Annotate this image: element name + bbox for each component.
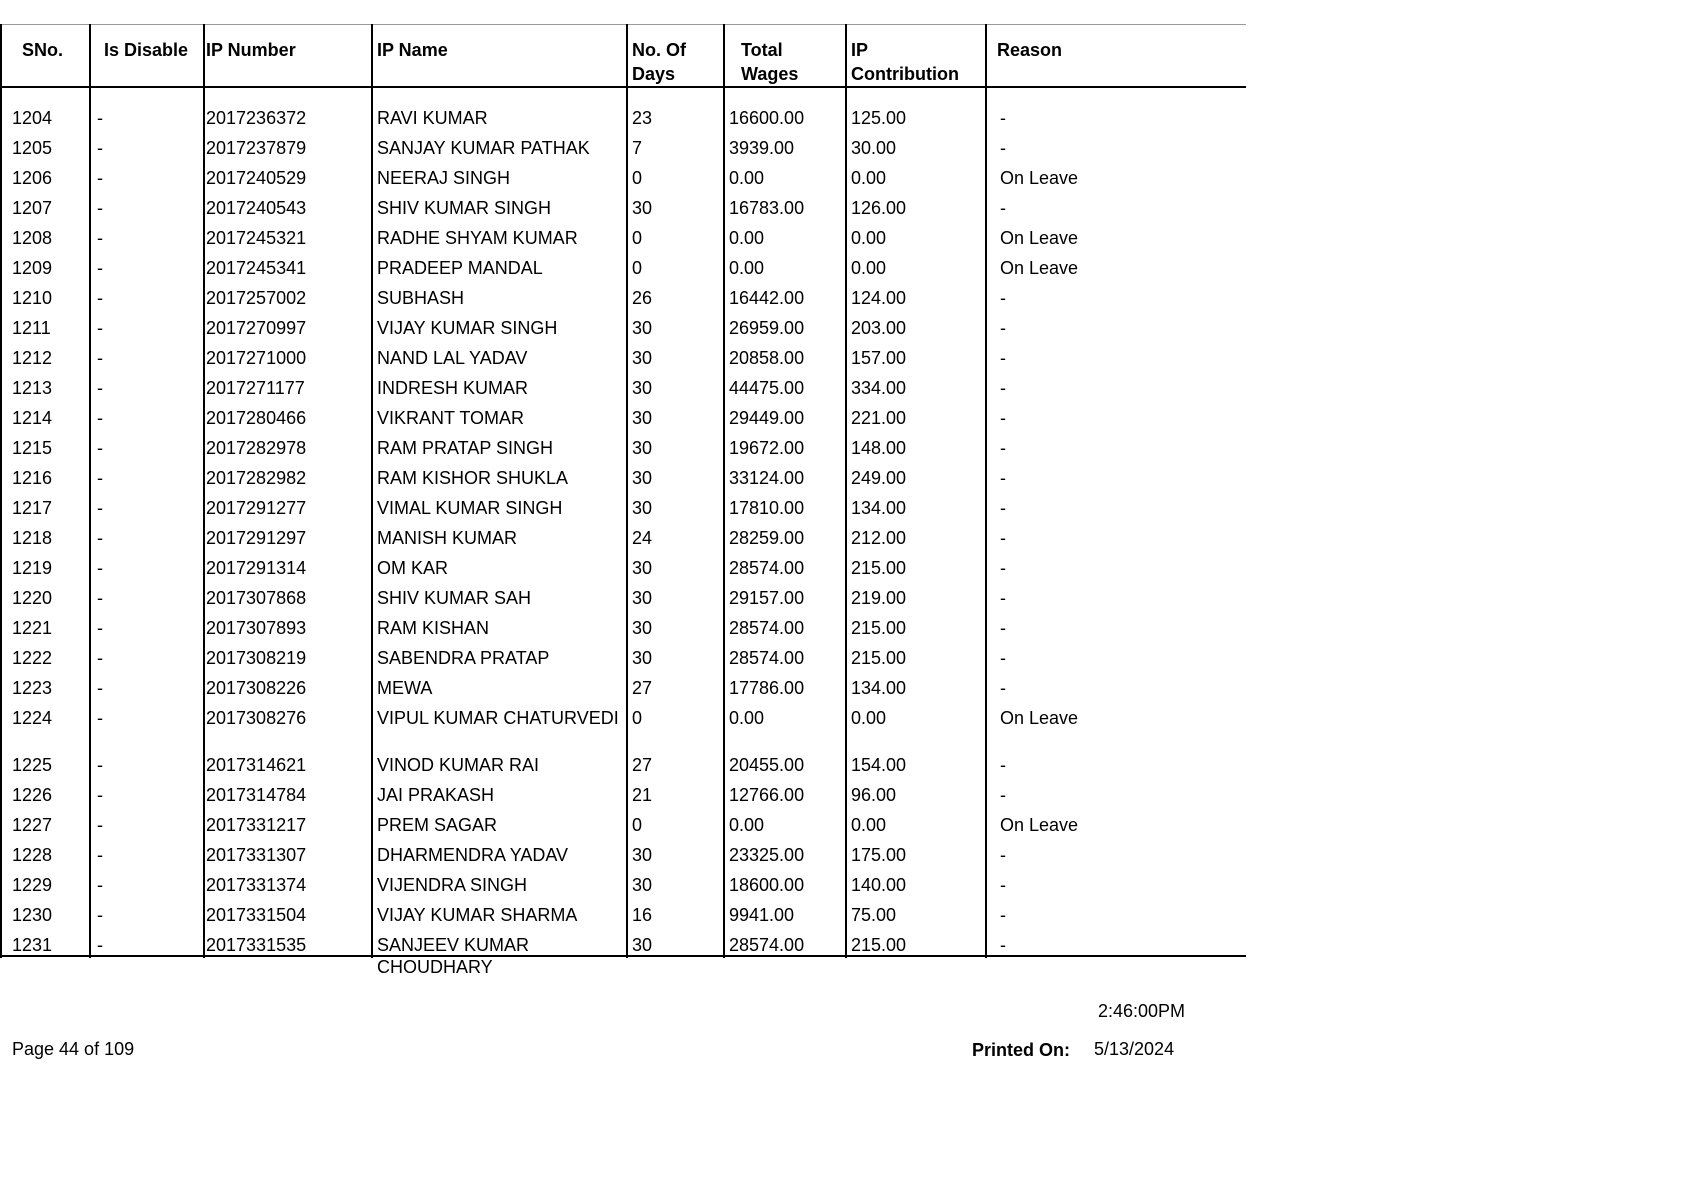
cell-ip-name: SABENDRA PRATAP [377,648,550,668]
cell-ip-contribution: 0.00 [851,168,887,188]
cell-reason: - [1000,558,1006,578]
cell-days: 0 [632,168,643,188]
cell-is-disable: - [97,558,103,578]
cell-is-disable: - [97,678,103,698]
cell-ip-number: 2017308219 [206,648,307,668]
cell-sno: 1206 [12,168,53,188]
printed-on-date: 5/13/2024 [1094,1039,1175,1059]
cell-ip-contribution: 0.00 [851,258,887,278]
cell-ip-contribution: 334.00 [851,378,907,398]
cell-ip-name: SUBHASH [377,288,465,308]
table-bottom-rule [0,955,1246,957]
cell-ip-name: SHIV KUMAR SINGH [377,198,552,218]
cell-ip-name: PRADEEP MANDAL [377,258,543,278]
cell-days: 30 [632,588,653,608]
cell-reason: - [1000,438,1006,458]
cell-reason: - [1000,318,1006,338]
cell-ip-contribution: 124.00 [851,288,907,308]
cell-ip-name: PREM SAGAR [377,815,498,835]
cell-reason: - [1000,845,1006,865]
column-divider [845,24,847,958]
header-ip-contribution-line2: Contribution [851,64,959,84]
cell-reason: - [1000,785,1006,805]
cell-total-wages: 16600.00 [729,108,805,128]
cell-total-wages: 3939.00 [729,138,795,158]
cell-ip-contribution: 157.00 [851,348,907,368]
cell-total-wages: 28574.00 [729,618,805,638]
cell-days: 24 [632,528,653,548]
cell-sno: 1216 [12,468,53,488]
column-divider [723,24,725,958]
cell-ip-contribution: 215.00 [851,618,907,638]
cell-ip-contribution: 125.00 [851,108,907,128]
cell-total-wages: 28259.00 [729,528,805,548]
cell-ip-contribution: 215.00 [851,648,907,668]
cell-is-disable: - [97,138,103,158]
cell-total-wages: 29449.00 [729,408,805,428]
cell-ip-name: SANJEEV KUMAR CHOUDHARY [377,935,530,977]
cell-is-disable: - [97,378,103,398]
cell-ip-number: 2017280466 [206,408,307,428]
header-ip-number: IP Number [206,40,296,60]
cell-reason: - [1000,678,1006,698]
cell-is-disable: - [97,348,103,368]
cell-ip-contribution: 126.00 [851,198,907,218]
printed-on-label: Printed On: [972,1040,1070,1060]
cell-sno: 1215 [12,438,53,458]
cell-total-wages: 28574.00 [729,558,805,578]
cell-ip-number: 2017282982 [206,468,307,488]
column-divider [371,24,373,958]
cell-sno: 1229 [12,875,53,895]
cell-days: 0 [632,258,643,278]
cell-ip-name: VIKRANT TOMAR [377,408,525,428]
cell-days: 27 [632,755,653,775]
cell-ip-name: RADHE SHYAM KUMAR [377,228,578,248]
cell-ip-contribution: 175.00 [851,845,907,865]
cell-ip-name: NAND LAL YADAV [377,348,528,368]
cell-sno: 1221 [12,618,53,638]
cell-is-disable: - [97,438,103,458]
cell-is-disable: - [97,815,103,835]
cell-total-wages: 16442.00 [729,288,805,308]
cell-days: 30 [632,378,653,398]
cell-ip-number: 2017245341 [206,258,307,278]
header-ip-name: IP Name [377,40,448,60]
cell-ip-number: 2017331217 [206,815,307,835]
column-divider [0,24,2,958]
column-divider [203,24,205,958]
cell-reason: - [1000,198,1006,218]
cell-ip-contribution: 215.00 [851,558,907,578]
cell-reason: - [1000,935,1006,955]
cell-total-wages: 26959.00 [729,318,805,338]
cell-ip-number: 2017331535 [206,935,307,955]
cell-reason: - [1000,905,1006,925]
cell-days: 16 [632,905,653,925]
cell-is-disable: - [97,468,103,488]
cell-total-wages: 20455.00 [729,755,805,775]
cell-ip-number: 2017270997 [206,318,307,338]
cell-days: 30 [632,648,653,668]
cell-reason: On Leave [1000,228,1079,248]
header-no-of-days-line2: Days [632,64,676,84]
cell-sno: 1222 [12,648,53,668]
cell-sno: 1226 [12,785,53,805]
cell-is-disable: - [97,498,103,518]
cell-ip-number: 2017240529 [206,168,307,188]
cell-days: 30 [632,845,653,865]
cell-sno: 1207 [12,198,53,218]
cell-ip-contribution: 134.00 [851,498,907,518]
cell-is-disable: - [97,588,103,608]
cell-ip-contribution: 0.00 [851,708,887,728]
cell-total-wages: 23325.00 [729,845,805,865]
cell-reason: - [1000,408,1006,428]
cell-is-disable: - [97,935,103,955]
cell-total-wages: 28574.00 [729,935,805,955]
cell-ip-name: RAM PRATAP SINGH [377,438,554,458]
cell-is-disable: - [97,648,103,668]
cell-is-disable: - [97,618,103,638]
cell-is-disable: - [97,408,103,428]
header-sno: SNo. [22,40,64,60]
cell-days: 30 [632,408,653,428]
cell-is-disable: - [97,528,103,548]
cell-sno: 1228 [12,845,53,865]
cell-days: 30 [632,935,653,955]
cell-ip-name: VIMAL KUMAR SINGH [377,498,563,518]
cell-ip-number: 2017307868 [206,588,307,608]
cell-ip-number: 2017237879 [206,138,307,158]
cell-days: 30 [632,498,653,518]
cell-total-wages: 44475.00 [729,378,805,398]
header-bottom-rule [0,86,1246,88]
cell-days: 7 [632,138,643,158]
cell-ip-name: VINOD KUMAR RAI [377,755,540,775]
cell-is-disable: - [97,905,103,925]
cell-days: 30 [632,558,653,578]
cell-ip-number: 2017240543 [206,198,307,218]
cell-reason: On Leave [1000,708,1079,728]
cell-reason: - [1000,378,1006,398]
cell-days: 0 [632,815,643,835]
cell-ip-name: RAM KISHOR SHUKLA [377,468,569,488]
cell-ip-number: 2017308226 [206,678,307,698]
cell-ip-contribution: 219.00 [851,588,907,608]
cell-sno: 1224 [12,708,53,728]
cell-reason: - [1000,755,1006,775]
cell-ip-contribution: 249.00 [851,468,907,488]
cell-ip-name: NEERAJ SINGH [377,168,511,188]
cell-ip-contribution: 212.00 [851,528,907,548]
cell-ip-number: 2017282978 [206,438,307,458]
column-divider [626,24,628,958]
cell-is-disable: - [97,258,103,278]
cell-ip-name: INDRESH KUMAR [377,378,529,398]
cell-sno: 1213 [12,378,53,398]
header-no-of-days [632,38,686,86]
cell-reason: - [1000,618,1006,638]
cell-ip-number: 2017331307 [206,845,307,865]
header-is-disable: Is Disable [104,40,189,60]
cell-total-wages: 28574.00 [729,648,805,668]
cell-days: 0 [632,708,643,728]
cell-reason: - [1000,108,1006,128]
cell-sno: 1230 [12,905,53,925]
cell-ip-contribution: 215.00 [851,935,907,955]
cell-is-disable: - [97,845,103,865]
cell-ip-contribution: 140.00 [851,875,907,895]
cell-days: 21 [632,785,653,805]
cell-total-wages: 0.00 [729,168,765,188]
cell-sno: 1220 [12,588,53,608]
cell-total-wages: 33124.00 [729,468,805,488]
cell-ip-contribution: 30.00 [851,138,897,158]
cell-ip-contribution: 96.00 [851,785,897,805]
cell-ip-name: VIPUL KUMAR CHATURVEDI [377,708,619,728]
cell-reason: - [1000,498,1006,518]
cell-ip-name: VIJAY KUMAR SHARMA [377,905,578,925]
cell-ip-contribution: 0.00 [851,815,887,835]
cell-days: 30 [632,198,653,218]
cell-total-wages: 0.00 [729,815,765,835]
cell-ip-number: 2017271000 [206,348,307,368]
cell-is-disable: - [97,198,103,218]
cell-ip-number: 2017307893 [206,618,307,638]
cell-total-wages: 18600.00 [729,875,805,895]
cell-total-wages: 16783.00 [729,198,805,218]
cell-ip-name: SHIV KUMAR SAH [377,588,532,608]
cell-sno: 1227 [12,815,53,835]
printed-time: 2:46:00PM [1098,1001,1186,1021]
cell-sno: 1214 [12,408,53,428]
cell-sno: 1225 [12,755,53,775]
cell-total-wages: 19672.00 [729,438,805,458]
cell-is-disable: - [97,168,103,188]
header-total-wages [741,38,798,86]
cell-ip-name: RAVI KUMAR [377,108,488,128]
cell-ip-name: JAI PRAKASH [377,785,495,805]
cell-sno: 1212 [12,348,53,368]
cell-ip-contribution: 0.00 [851,228,887,248]
cell-ip-name: SANJAY KUMAR PATHAK [377,138,590,158]
cell-sno: 1210 [12,288,53,308]
cell-reason: - [1000,588,1006,608]
cell-reason: - [1000,648,1006,668]
cell-ip-number: 2017331374 [206,875,307,895]
cell-ip-number: 2017291314 [206,558,307,578]
cell-total-wages: 0.00 [729,258,765,278]
cell-is-disable: - [97,785,103,805]
cell-ip-number: 2017314621 [206,755,307,775]
cell-ip-name: DHARMENDRA YADAV [377,845,569,865]
cell-is-disable: - [97,875,103,895]
cell-is-disable: - [97,318,103,338]
cell-ip-contribution: 154.00 [851,755,907,775]
cell-reason: - [1000,348,1006,368]
cell-days: 30 [632,438,653,458]
table-top-rule [0,24,1246,25]
cell-days: 0 [632,228,643,248]
cell-sno: 1218 [12,528,53,548]
cell-reason: - [1000,468,1006,488]
column-divider [89,24,91,958]
cell-reason: On Leave [1000,258,1079,278]
cell-reason: - [1000,875,1006,895]
cell-ip-number: 2017331504 [206,905,307,925]
cell-ip-name: MEWA [377,678,433,698]
cell-ip-number: 2017236372 [206,108,307,128]
cell-sno: 1223 [12,678,53,698]
cell-sno: 1205 [12,138,53,158]
cell-ip-contribution: 75.00 [851,905,897,925]
header-total-wages-line2: Wages [741,64,799,84]
cell-ip-name: OM KAR [377,558,449,578]
header-reason: Reason [997,40,1063,60]
cell-ip-number: 2017308276 [206,708,307,728]
cell-ip-contribution: 203.00 [851,318,907,338]
cell-sno: 1231 [12,935,53,955]
cell-ip-name: VIJAY KUMAR SINGH [377,318,558,338]
cell-reason: - [1000,528,1006,548]
cell-ip-number: 2017245321 [206,228,307,248]
cell-total-wages: 12766.00 [729,785,805,805]
cell-days: 30 [632,318,653,338]
cell-is-disable: - [97,755,103,775]
cell-ip-name: VIJENDRA SINGH [377,875,528,895]
cell-is-disable: - [97,708,103,728]
page-number: Page 44 of 109 [12,1039,135,1059]
cell-days: 23 [632,108,653,128]
header-ip-contribution [851,38,959,86]
cell-total-wages: 0.00 [729,708,765,728]
cell-is-disable: - [97,288,103,308]
cell-reason: - [1000,288,1006,308]
cell-reason: On Leave [1000,815,1079,835]
cell-ip-number: 2017271177 [206,378,305,398]
header-total-wages-line1: Total [741,40,783,60]
column-divider [985,24,987,958]
cell-sno: 1217 [12,498,53,518]
cell-days: 30 [632,468,653,488]
header-no-of-days-line1: No. Of [632,40,686,60]
cell-sno: 1219 [12,558,53,578]
cell-ip-number: 2017257002 [206,288,307,308]
header-ip-contribution-line1: IP [851,40,869,60]
cell-ip-contribution: 148.00 [851,438,907,458]
cell-sno: 1209 [12,258,53,278]
cell-ip-name: MANISH KUMAR [377,528,518,548]
cell-ip-contribution: 221.00 [851,408,907,428]
cell-ip-name: RAM KISHAN [377,618,490,638]
cell-total-wages: 17786.00 [729,678,805,698]
cell-total-wages: 9941.00 [729,905,795,925]
cell-days: 26 [632,288,653,308]
cell-total-wages: 29157.00 [729,588,805,608]
cell-reason: - [1000,138,1006,158]
cell-total-wages: 20858.00 [729,348,805,368]
cell-sno: 1208 [12,228,53,248]
cell-days: 30 [632,348,653,368]
cell-sno: 1211 [12,318,51,338]
cell-is-disable: - [97,108,103,128]
cell-ip-number: 2017291297 [206,528,307,548]
cell-days: 27 [632,678,653,698]
cell-reason: On Leave [1000,168,1079,188]
cell-ip-number: 2017291277 [206,498,307,518]
cell-days: 30 [632,618,653,638]
cell-ip-number: 2017314784 [206,785,307,805]
cell-days: 30 [632,875,653,895]
cell-is-disable: - [97,228,103,248]
cell-ip-contribution: 134.00 [851,678,907,698]
cell-total-wages: 0.00 [729,228,765,248]
cell-sno: 1204 [12,108,53,128]
cell-total-wages: 17810.00 [729,498,805,518]
